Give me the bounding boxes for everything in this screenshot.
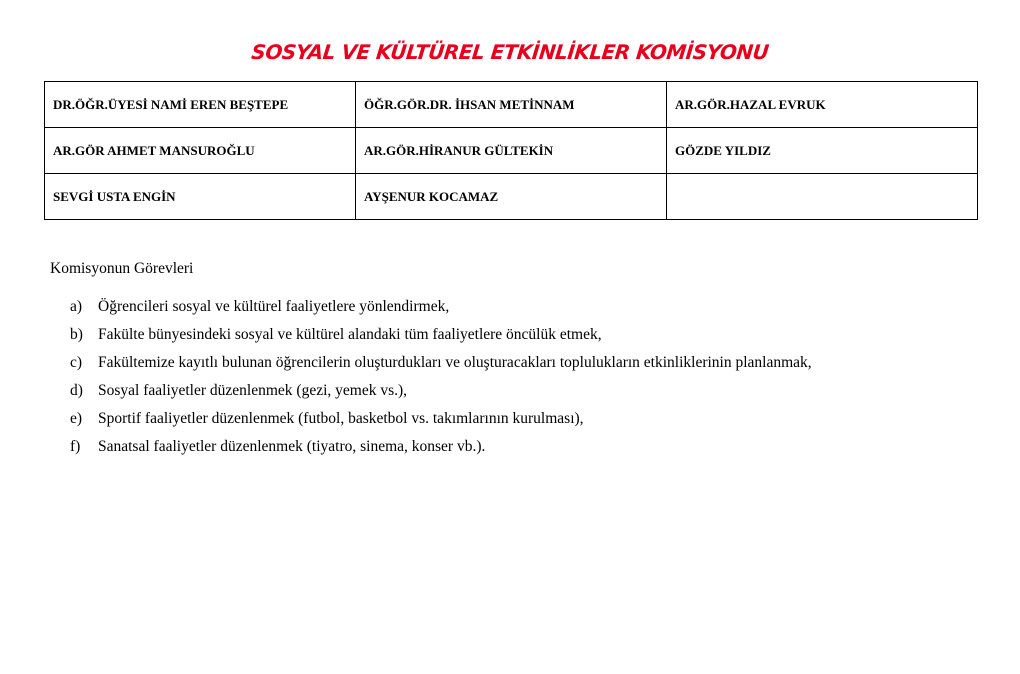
list-item-text: Sosyal faaliyetler düzenlenmek (gezi, yemek vs.), <box>98 382 408 399</box>
duties-heading: Komisyonun Görevleri <box>50 260 194 277</box>
list-item <box>70 437 812 465</box>
member-cell: GÖZDE YILDIZ <box>667 128 978 174</box>
list-item-letter: a) <box>70 298 83 315</box>
document-title: SOSYAL VE KÜLTÜREL ETKİNLİKLER KOMİSYONU <box>250 40 770 64</box>
list-item <box>70 297 812 325</box>
member-cell: DR.ÖĞR.ÜYESİ NAMİ EREN BEŞTEPE <box>45 82 356 128</box>
member-cell: SEVGİ USTA ENGİN <box>45 174 356 220</box>
member-cell: ÖĞR.GÖR.DR. İHSAN METİNNAM <box>356 82 667 128</box>
list-item <box>70 353 812 381</box>
list-item-letter: f) <box>70 438 81 455</box>
list-item-text: Sanatsal faaliyetler düzenlenmek (tiyatro, sinema, konser vb.). <box>98 438 486 455</box>
list-item <box>70 409 812 437</box>
member-cell: AR.GÖR.HAZAL EVRUK <box>667 82 978 128</box>
list-item <box>70 325 812 353</box>
list-item-text: Öğrencileri sosyal ve kültürel faaliyetlere yönlendirmek, <box>98 298 450 315</box>
list-item-text: Fakültemize kayıtlı bulunan öğrencilerin oluşturdukları ve oluşturacakları toplulukların etkinliklerinin planlanmak, <box>98 354 812 371</box>
list-item-letter: e) <box>70 410 83 427</box>
member-cell: AYŞENUR KOCAMAZ <box>356 174 667 220</box>
member-cell: AR.GÖR.HİRANUR GÜLTEKİN <box>356 128 667 174</box>
table-row <box>45 82 978 128</box>
list-item-letter: c) <box>70 354 83 371</box>
table-row <box>45 128 978 174</box>
list-item-text: Sportif faaliyetler düzenlenmek (futbol, basketbol vs. takımlarının kurulması), <box>98 410 584 427</box>
list-item <box>70 381 812 409</box>
committee-members-table <box>44 81 978 220</box>
list-item-text: Fakülte bünyesindeki sosyal ve kültürel alandaki tüm faaliyetlere öncülük etmek, <box>98 326 602 343</box>
table-row <box>45 174 978 220</box>
list-item-letter: b) <box>70 326 83 343</box>
duties-list <box>70 297 812 465</box>
member-cell: AR.GÖR AHMET MANSUROĞLU <box>45 128 356 174</box>
member-cell-empty <box>667 174 978 220</box>
list-item-letter: d) <box>70 382 83 399</box>
